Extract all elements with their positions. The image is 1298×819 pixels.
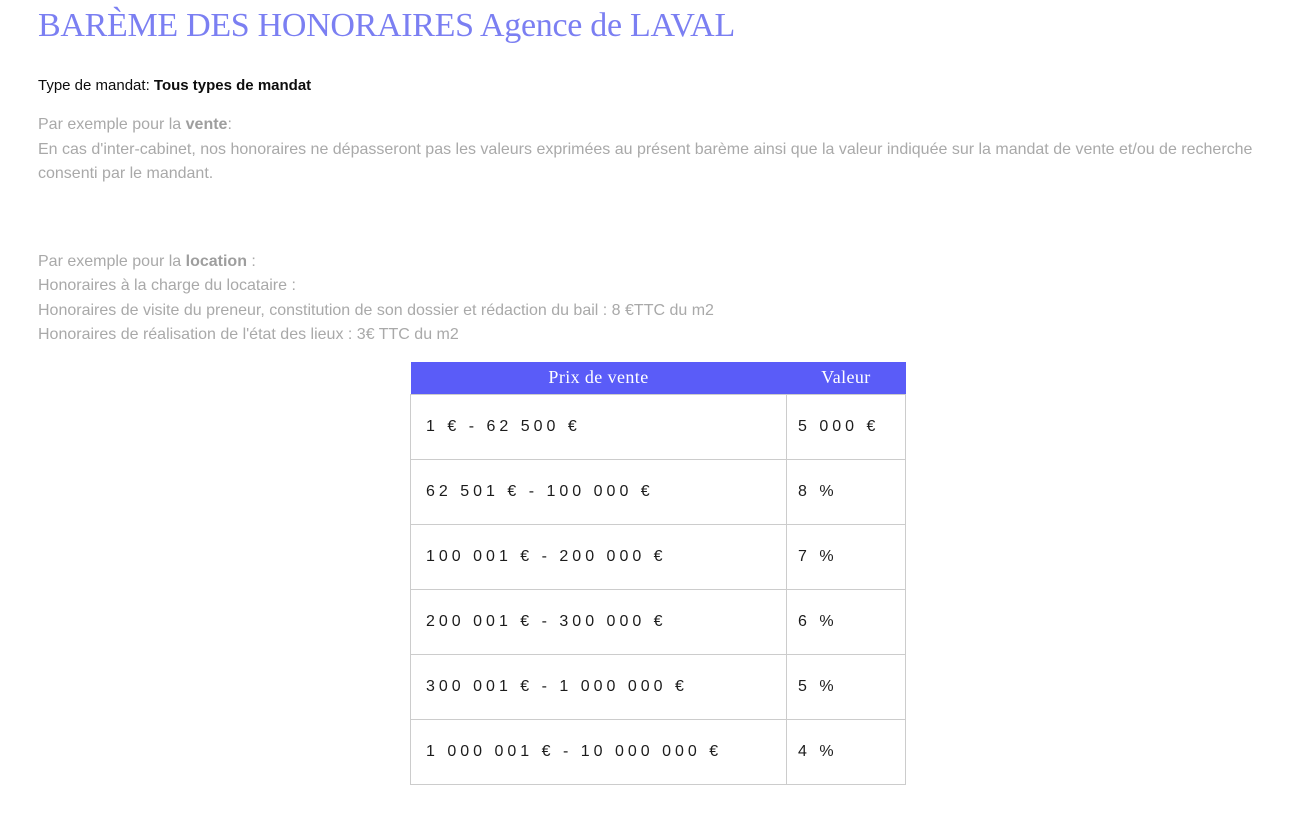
vente-intro-suffix: : [227,116,232,134]
location-line-2: Honoraires de visite du preneur, constitution de son dossier et rédaction du bail : 8 €TTC du m2 [38,301,714,319]
fee-value-cell: 5 % [787,655,906,720]
location-intro-prefix: Par exemple pour la [38,252,186,270]
fee-value-cell: 6 % [787,590,906,655]
vente-intro-bold: vente [185,116,228,134]
vente-body-text: En cas d'inter-cabinet, nos honoraires ne dépasseront pas les valeurs exprimées au présent barème ainsi que la valeur indiquée sur la mandat de vente et/ou de recherche consenti par le mandant. [38,140,1253,183]
vente-intro-prefix: Par exemple pour la [38,116,186,134]
location-intro-suffix: : [246,252,256,270]
vente-intro-line [38,113,1260,138]
fees-table-header-row [411,362,906,395]
mandate-label: Type de mandat: [38,77,154,95]
table-row [411,460,906,525]
price-range-cell: 1 € - 62 500 € [411,395,787,460]
mandate-line [38,76,1260,96]
column-header-value: Valeur [787,362,906,395]
fee-value-cell: 5 000 € [787,395,906,460]
price-range-cell: 1 000 001 € - 10 000 000 € [411,720,787,785]
price-range-cell: 100 001 € - 200 000 € [411,525,787,590]
mandate-value: Tous types de mandat [153,77,312,95]
table-row [411,655,906,720]
table-row [411,590,906,655]
fee-value-cell: 7 % [787,525,906,590]
column-header-price: Prix de vente [411,362,787,395]
location-paragraph [38,250,1260,348]
price-range-cell: 200 001 € - 300 000 € [411,590,787,655]
location-intro-line [38,250,1260,275]
table-row [411,525,906,590]
fee-value-cell: 8 % [787,460,906,525]
fee-value-cell: 4 % [787,720,906,785]
location-line-1: Honoraires à la charge du locataire : [38,277,296,295]
price-range-cell: 300 001 € - 1 000 000 € [411,655,787,720]
fees-table-container [410,362,905,786]
vente-paragraph [38,113,1260,187]
page-title: BARÈME DES HONORAIRES Agence de LAVAL [38,7,735,44]
location-line-3: Honoraires de réalisation de l'état des lieux : 3€ TTC du m2 [38,326,459,344]
table-row [411,720,906,785]
price-range-cell: 62 501 € - 100 000 € [411,460,787,525]
fees-table [410,362,906,786]
location-intro-bold: location [185,252,247,270]
table-row [411,395,906,460]
